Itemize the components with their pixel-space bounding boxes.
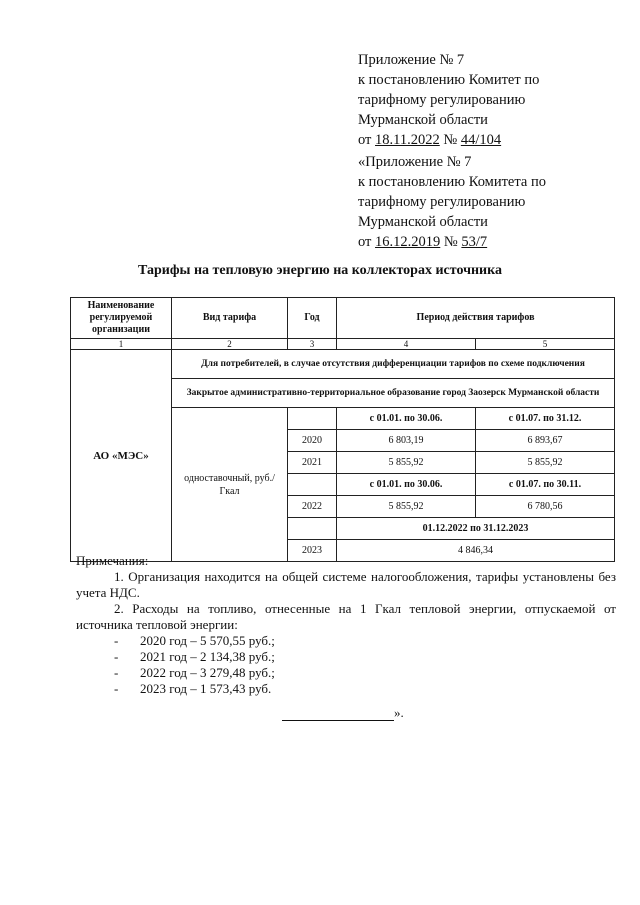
appendix-date: 18.11.2022 <box>375 132 440 148</box>
empty-cell <box>288 474 337 496</box>
year-cell: 2021 <box>288 452 337 474</box>
period-cell: 01.12.2022 по 31.12.2023 <box>337 518 615 540</box>
header-org: Наименование регулируемой организации <box>71 298 172 339</box>
appendix-line: к постановлению Комитет по <box>358 72 540 88</box>
appendix-date-line: от 18.11.2022 № 44/104 <box>358 132 502 148</box>
closing-line <box>282 705 404 721</box>
appendix-date-line: от 16.12.2019 № 53/7 <box>358 234 488 250</box>
appendix-date: 16.12.2019 <box>375 234 441 250</box>
table-row <box>71 350 615 379</box>
appendix-header-current <box>358 50 618 150</box>
value-cell: 5 855,92 <box>337 496 476 518</box>
appendix-line: к постановлению Комитета по <box>358 174 546 190</box>
fuel-cost-item: - 2021 год – 2 134,38 руб.; <box>114 649 275 664</box>
value-cell: 5 855,92 <box>337 452 476 474</box>
period-cell: с 01.01. по 30.06. <box>337 408 476 430</box>
note-item: 2. Расходы на топливо, отнесенные на 1 Гкал тепловой энергии, отпускаемой от источника тепловой энергии: <box>76 601 616 632</box>
index-cell: 1 <box>71 339 172 350</box>
value-cell: 6 893,67 <box>476 430 615 452</box>
year-cell: 2022 <box>288 496 337 518</box>
notes-heading: Примечания: <box>76 553 149 568</box>
notes-section <box>76 553 616 697</box>
value-cell: 6 780,56 <box>476 496 615 518</box>
value-cell: 6 803,19 <box>337 430 476 452</box>
period-cell: с 01.07. по 31.12. <box>476 408 615 430</box>
index-cell: 5 <box>476 339 615 350</box>
note-item: 1. Организация находится на общей системе налогообложения, тарифы установлены без учета НДС. <box>76 569 616 600</box>
period-cell: с 01.01. по 30.06. <box>337 474 476 496</box>
empty-cell <box>288 408 337 430</box>
appendix-line: Мурманской области <box>358 214 488 230</box>
fuel-cost-item: - 2022 год – 3 279,48 руб.; <box>114 665 275 680</box>
tariff-kind-cell: одноставочный, руб./Гкал <box>172 408 288 562</box>
document-title: Тарифы на тепловую энергию на коллекторах источника <box>138 263 502 278</box>
empty-cell <box>288 518 337 540</box>
appendix-title: «Приложение № 7 <box>358 154 472 170</box>
period-cell: с 01.07. по 30.11. <box>476 474 615 496</box>
appendix-line: Мурманской области <box>358 112 488 128</box>
appendix-line: тарифному регулированию <box>358 92 526 108</box>
fuel-cost-item: - 2020 год – 5 570,55 руб.; <box>114 633 275 648</box>
header-year: Год <box>288 298 337 339</box>
closing-quote: ». <box>394 705 404 720</box>
appendix-line: тарифному регулированию <box>358 194 526 210</box>
value-cell: 4 846,34 <box>337 540 615 562</box>
year-cell: 2020 <box>288 430 337 452</box>
fuel-cost-item: - 2023 год – 1 573,43 руб. <box>114 681 272 696</box>
index-cell: 3 <box>288 339 337 350</box>
signature-underline <box>282 706 394 721</box>
org-name-cell: АО «МЭС» <box>71 350 172 562</box>
consumers-note-cell: Для потребителей, в случае отсутствия дифференциации тарифов по схеме подключения <box>172 350 615 379</box>
appendix-number: 53/7 <box>461 234 488 250</box>
appendix-header-original <box>358 152 618 252</box>
index-cell: 4 <box>337 339 476 350</box>
table-header-row <box>71 298 615 339</box>
table-index-row <box>71 339 615 350</box>
header-period: Период действия тарифов <box>337 298 615 339</box>
territory-cell: Закрытое административно-территориальное образование город Заозерск Мурманской области <box>172 379 615 408</box>
appendix-number: 44/104 <box>460 132 502 148</box>
year-cell: 2023 <box>288 540 337 562</box>
appendix-title: Приложение № 7 <box>358 52 465 68</box>
header-kind: Вид тарифа <box>172 298 288 339</box>
index-cell: 2 <box>172 339 288 350</box>
tariff-table <box>70 297 615 562</box>
value-cell: 5 855,92 <box>476 452 615 474</box>
